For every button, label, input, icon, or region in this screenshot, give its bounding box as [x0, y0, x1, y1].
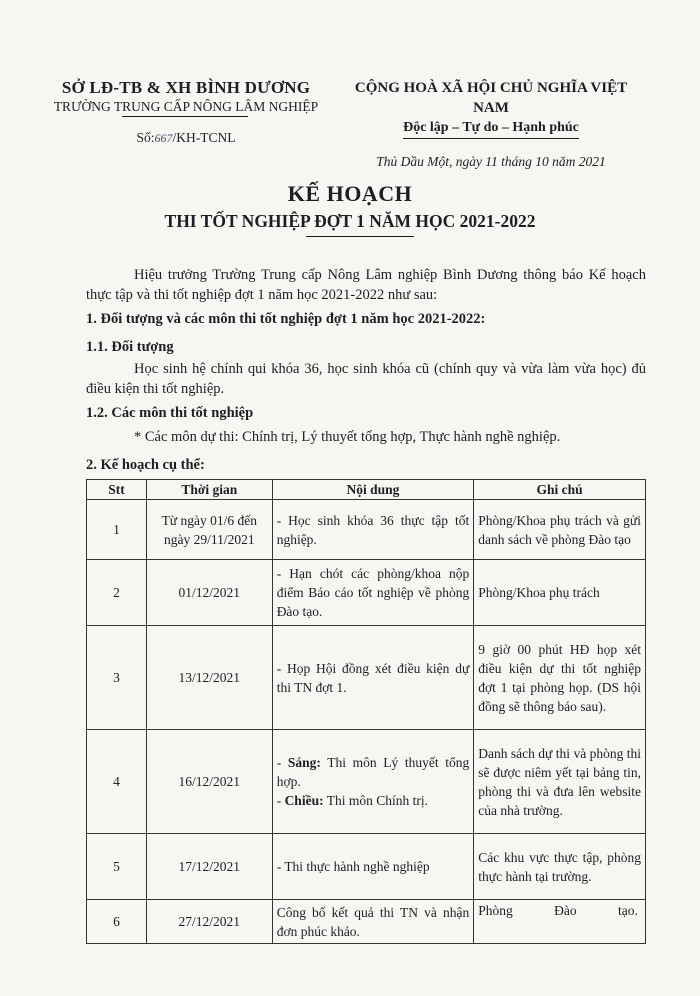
table-row — [87, 730, 646, 834]
table-row — [87, 560, 646, 626]
row-time: 17/12/2021 — [146, 834, 272, 900]
table-row — [87, 626, 646, 730]
table-header-row — [87, 480, 646, 500]
row-note: Các khu vực thực tập, phòng thực hành tại trường. — [474, 834, 646, 900]
section-1-heading: 1. Đối tượng và các môn thi tốt nghiệp đợt 1 năm học 2021-2022: — [86, 311, 486, 327]
schedule-table — [86, 479, 646, 944]
section-1-2-text: * Các môn dự thi: Chính trị, Lý thuyết tổng hợp, Thực hành nghề nghiệp. — [134, 429, 561, 445]
doc-title: KẾ HOẠCH — [287, 181, 413, 206]
row-note: 9 giờ 00 phút HĐ họp xét điều kiện dự thi tốt nghiệp đợt 1 tại phòng họp. (DS hội đồng sẽ thông báo sau). — [474, 626, 646, 730]
row-stt: 6 — [87, 900, 147, 944]
row-stt: 4 — [87, 730, 147, 834]
col-header-time: Thời gian — [146, 480, 272, 500]
org-department: SỞ LĐ-TB & XH BÌNH DƯƠNG — [61, 78, 311, 97]
row-note: Phòng Đào tạo. — [474, 900, 646, 944]
row-stt: 3 — [87, 626, 147, 730]
row-stt: 2 — [87, 560, 147, 626]
table-row — [87, 500, 646, 560]
row-time: 13/12/2021 — [146, 626, 272, 730]
section-1-1-text: Học sinh hệ chính qui khóa 36, học sinh khóa cũ (chính quy và vừa làm vừa học) đủ điều kiện thi tốt nghiệp. — [86, 361, 646, 397]
doc-subtitle: THI TỐT NGHIỆP ĐỢT 1 NĂM HỌC 2021-2022 — [164, 211, 536, 231]
section-2-heading: 2. Kế hoạch cụ thể: — [86, 457, 205, 473]
section-1-1-heading: 1.1. Đối tượng — [86, 339, 174, 355]
row-stt: 1 — [87, 500, 147, 560]
handwritten-number: 667 — [154, 131, 173, 145]
table-row — [87, 900, 646, 944]
row-note: Danh sách dự thi và phòng thi sẽ được niêm yết tại bảng tin, phòng thi và đưa lên website của nhà trường. — [474, 730, 646, 834]
col-header-stt: Stt — [87, 480, 147, 500]
national-motto: Độc lập – Tự do – Hạnh phúc — [403, 119, 579, 139]
header-right — [338, 78, 644, 170]
row-content: Công bố kết quả thi TN và nhận đơn phúc khảo. — [272, 900, 474, 944]
header-left-underline — [122, 116, 248, 117]
row-time: 27/12/2021 — [146, 900, 272, 944]
row-time: Từ ngày 01/6 đến ngày 29/11/2021 — [146, 500, 272, 560]
intro-paragraph: Hiệu trưởng Trường Trung cấp Nông Lâm nghiệp Bình Dương thông báo Kế hoạch thực tập và thi tốt nghiệp đợt 1 năm học 2021-2022 như sau: — [86, 267, 646, 303]
afternoon-session: - Chiều: Thi môn Chính trị. — [276, 793, 428, 808]
place-date: Thủ Dầu Một, ngày 11 tháng 10 năm 2021 — [376, 154, 606, 169]
row-content: - Hạn chót các phòng/khoa nộp điểm Báo cáo tốt nghiệp về phòng Đào tạo. — [272, 560, 474, 626]
row-time: 01/12/2021 — [146, 560, 272, 626]
row-content: - Học sinh khóa 36 thực tập tốt nghiệp. — [272, 500, 474, 560]
country-name: CỘNG HOÀ XÃ HỘI CHỦ NGHĨA VIỆT NAM — [354, 80, 628, 116]
org-school: TRƯỜNG TRUNG CẤP NÔNG LÂM NGHIỆP — [53, 99, 319, 114]
table-row — [87, 834, 646, 900]
header-left — [36, 78, 336, 147]
col-header-content: Nội dung — [272, 480, 474, 500]
row-content: - Họp Hội đồng xét điều kiện dự thi TN đợt 1. — [272, 626, 474, 730]
row-note: Phòng/Khoa phụ trách — [474, 560, 646, 626]
row-note: Phòng/Khoa phụ trách và gửi danh sách về phòng Đào tạo — [474, 500, 646, 560]
col-header-note: Ghi chú — [474, 480, 646, 500]
section-1-2-heading: 1.2. Các môn thi tốt nghiệp — [86, 405, 254, 421]
title-underline — [306, 236, 414, 237]
morning-session: - Sáng: Thi môn Lý thuyết tổng hợp. — [276, 755, 470, 789]
row-time: 16/12/2021 — [146, 730, 272, 834]
row-content: - Thi thực hành nghề nghiệp — [272, 834, 474, 900]
doc-number: Số:667/KH-TCNL — [136, 130, 236, 145]
row-stt: 5 — [87, 834, 147, 900]
row-content — [272, 730, 474, 834]
